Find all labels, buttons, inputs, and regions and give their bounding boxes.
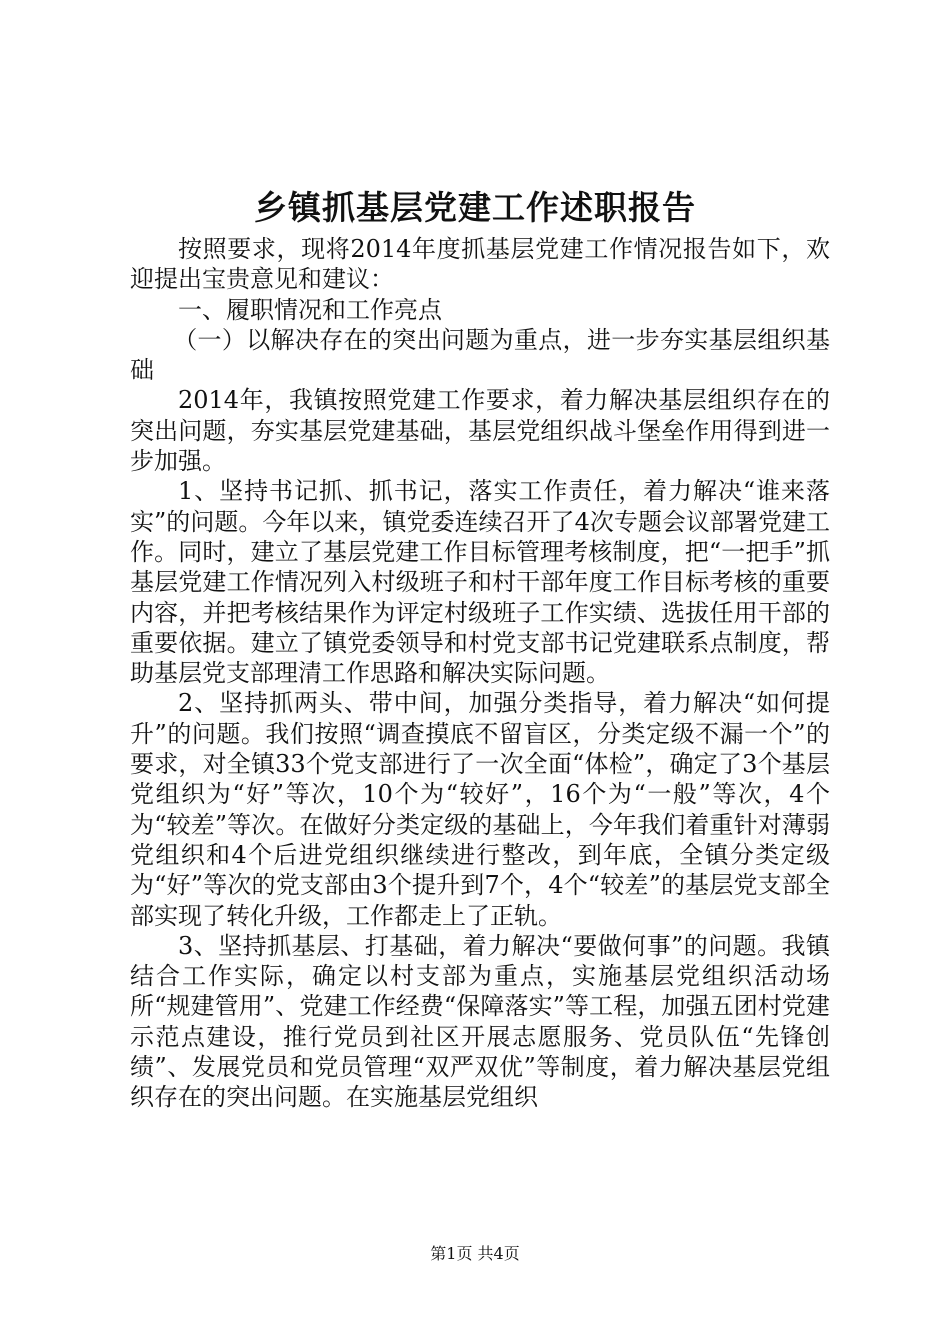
subsection-heading-1: （一）以解决存在的突出问题为重点，进一步夯实基层组织基础 (130, 325, 830, 385)
section-heading-1: 一、履职情况和工作亮点 (178, 295, 442, 324)
paragraph-item-2: 2、坚持抓两头、带中间，加强分类指导，着力解决“如何提升”的问题。我们按照“调查摸底不留盲区，分类定级不漏一个”的要求，对全镇33个党支部进行了一次全面“体检”，确定了3个基层党组织为“好”等次，10个为“较好”，16个为“一般”等次，4个为“较差”等次。在做好分类定级的基础上，今年我们着重针对薄弱党组织和4个后进党组织继续进行整改，到年底，全镇分类定级为“好”等次的党支部由3个提升到7个，4个“较差”的基层党支部全部实现了转化升级，工作都走上了正轨。 (130, 689, 830, 930)
document-body (130, 234, 830, 1113)
page-number-footer: 第1页 共4页 (430, 1244, 520, 1263)
paragraph-intro: 按照要求，现将2014年度抓基层党建工作情况报告如下，欢迎提出宝贵意见和建议： (130, 235, 830, 294)
paragraph-item-1: 1、坚持书记抓、抓书记，落实工作责任，着力解决“谁来落实”的问题。今年以来，镇党委连续召开了4次专题会议部署党建工作。同时，建立了基层党建工作目标管理考核制度，把“一把手”抓基层党建工作情况列入村级班子和村干部年度工作目标考核的重要内容，并把考核结果作为评定村级班子工作实绩、选拔任用干部的重要依据。建立了镇党委领导和村党支部书记党建联系点制度，帮助基层党支部理清工作思路和解决实际问题。 (130, 477, 830, 688)
document-title: 乡镇抓基层党建工作述职报告 (254, 188, 696, 227)
paragraph-item-3: 3、坚持抓基层、打基础，着力解决“要做何事”的问题。我镇结合工作实际，确定以村支部为重点，实施基层党组织活动场所“规建管用”、党建工作经费“保障落实”等工程，加强五团村党建示范点建设，推行党员到社区开展志愿服务、党员队伍“先锋创绩”、发展党员和党员管理“双严双优”等制度，着力解决基层党组织存在的突出问题。在实施基层党组织 (130, 931, 830, 1112)
paragraph-summary: 2014年，我镇按照党建工作要求，着力解决基层组织存在的突出问题，夯实基层党建基础，基层党组织战斗堡垒作用得到进一步加强。 (130, 386, 830, 476)
